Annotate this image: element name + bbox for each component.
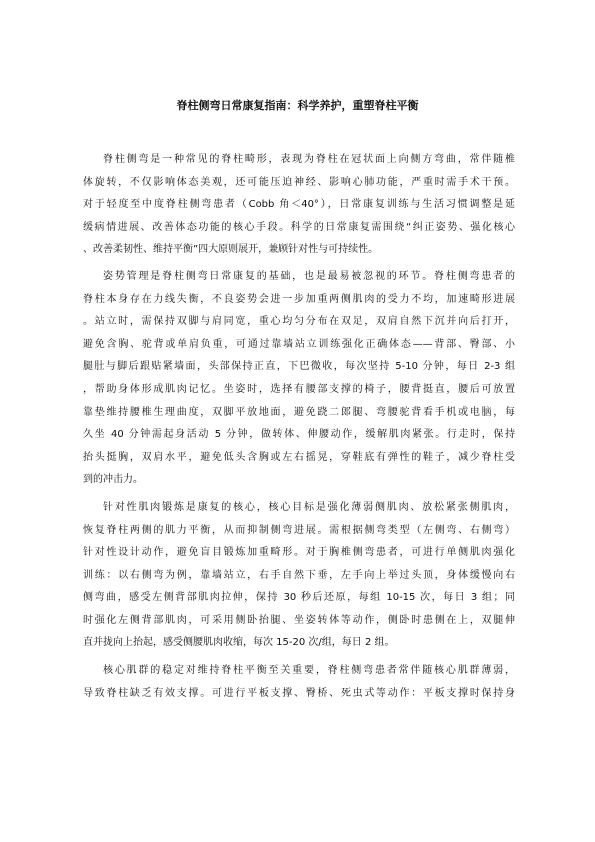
text-line: 侧弯曲，感受左侧背部肌肉拉伸，保持 30 秒后还原，每组 10-15 次，每日 3 组；同 [83, 592, 515, 604]
text-line: 脊柱侧弯是一种常见的脊柱畸形，表现为脊柱在冠状面上向侧方弯曲，常伴随椎 [103, 154, 515, 165]
text-line: 直并拢向上抬起，感受侧腰肌肉收缩，每次 15-20 次/组，每日 2 组。 [83, 637, 395, 649]
text-line: 针对性设计动作，避免盲目锻炼加重畸形。对于胸椎侧弯患者，可进行单侧肌肉强化 [83, 547, 515, 559]
paragraph-exercise [83, 497, 515, 655]
text-line: 到的冲击力。 [83, 474, 143, 486]
text-line: 避免含胸、驼背或单肩负重，可通过靠墙站立训练强化正确体态——背部、臀部、小 [83, 338, 515, 350]
text-line: 、改善柔韧性、维持平衡”四大原则展开，兼顾针对性与可持续性。 [83, 244, 379, 256]
text-line: 针对性肌肉锻炼是康复的核心，核心目标是强化薄弱侧肌肉、放松紧张侧肌肉， [103, 501, 515, 513]
text-line: 对于轻度至中度脊柱侧弯患者（Cobb 角＜40°），日常康复训练与生活习惯调整是延 [83, 199, 515, 211]
text-line: 恢复脊柱两侧的肌力平衡，从而抑制侧弯进展。需根据侧弯类型（左侧弯、右侧弯） [83, 524, 515, 536]
text-line: 脊柱本身存在力线失衡，不良姿势会进一步加重两侧肌肉的受力不均，加速畸形进展 [83, 293, 515, 305]
text-line: 核心肌群的稳定对维持脊柱平衡至关重要，脊柱侧弯患者常伴随核心肌群薄弱， [103, 665, 515, 677]
text-line: 腿肚与脚后跟贴紧墙面，头部保持正直，下巴微收，每次坚持 5-10 分钟，每日 2-3 组 [83, 361, 515, 373]
text-line: 抬头挺胸，双肩水平，避免低头含胸或左右摇晃，穿鞋底有弹性的鞋子，减少脊柱受 [83, 451, 515, 463]
document-title: 脊柱侧弯日常康复指南：科学养护，重塑脊柱平衡 [176, 99, 419, 112]
text-line: 姿势管理是脊柱侧弯日常康复的基础，也是最易被忽视的环节。脊柱侧弯患者的 [103, 270, 515, 282]
document-body [83, 149, 515, 705]
paragraph-posture [83, 266, 515, 492]
text-line: 体旋转，不仅影响体态美观，还可能压迫神经、影响心肺功能，严重时需手术干预。 [83, 176, 515, 188]
text-line: 时强化左侧背部肌肉，可采用侧卧抬腿、坐姿转体等动作，侧卧时患侧在上，双腿伸 [83, 614, 515, 626]
text-line: 导致脊柱缺乏有效支撑。可进行平板支撑、臀桥、死虫式等动作：平板支撑时保持身 [83, 687, 515, 699]
text-line: 缓病情进展、改善体态功能的核心手段。科学的日常康复需围绕“纠正姿势、强化核心 [83, 221, 515, 233]
text-line: 。站立时，需保持双脚与肩同宽，重心均匀分布在双足，双肩自然下沉并向后打开， [83, 316, 515, 328]
paragraph-core [83, 660, 515, 705]
text-line: 训练：以右侧弯为例，靠墙站立，右手自然下垂，左手向上举过头顶，身体缓慢向右 [83, 569, 515, 581]
text-line: ，帮助身体形成肌肉记忆。坐姿时，选择有腰部支撑的椅子，腰背挺直，腰后可放置 [83, 383, 515, 395]
paragraph-intro [83, 149, 515, 262]
text-line: 久坐 40 分钟需起身活动 5 分钟，做转体、伸腰动作，缓解肌肉紧张。行走时，保持 [83, 429, 515, 441]
text-line: 靠垫维持腰椎生理曲度，双脚平放地面，避免跷二郎腿、弯腰驼背看手机或电脑，每 [83, 406, 515, 418]
